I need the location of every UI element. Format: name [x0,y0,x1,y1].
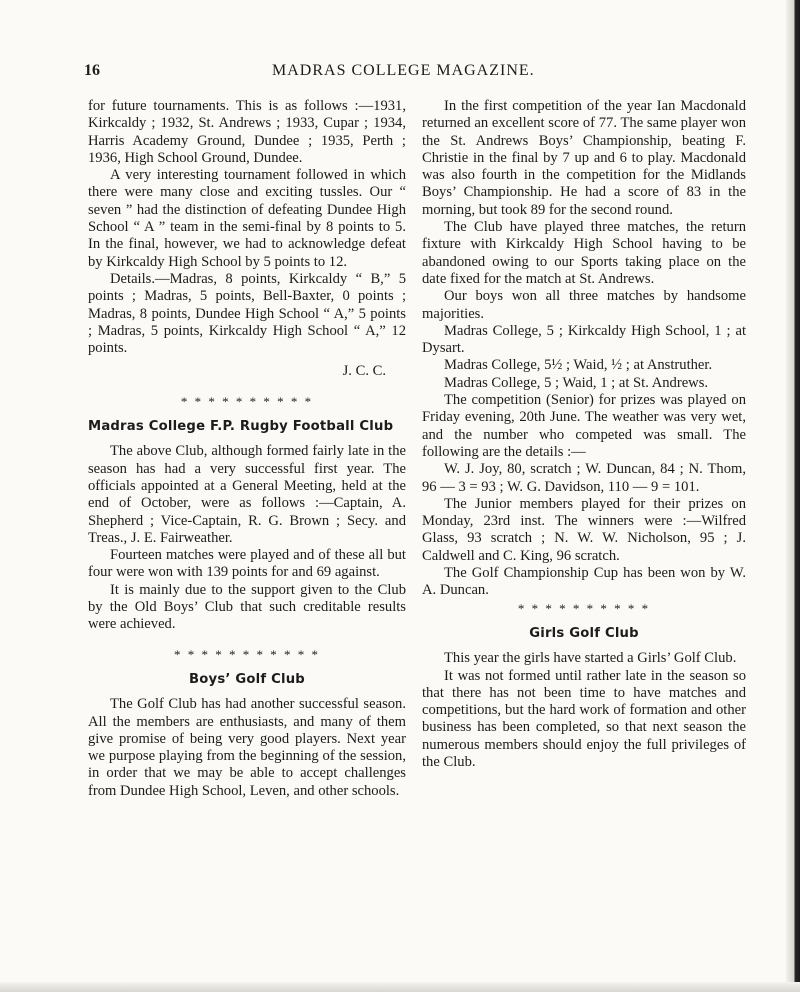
paragraph: The Golf Club has had another successful season. All the members are enthusiasts, and many of them give promise of being very good players. Next year we purpose playing from the beginning of the session, in order that we may be able to accept challenges from Dundee High School, Leven, and other schools. [88,696,406,799]
paragraph: The competition (Senior) for prizes was played on Friday evening, 20th June. The weather was very wet, and the number who competed was small. The following are the details :— [422,392,746,460]
paragraph: for future tournaments. This is as follows :—1931, Kirkcaldy ; 1932, St. Andrews ; 1933, Cupar ; 1934, Harris Academy Ground, Dundee ; 1935, Perth ; 1936, High School Ground, Dundee. [88,98,406,166]
page-bottom-edge [0,982,800,992]
page-edge [786,0,800,992]
paragraph: The Golf Championship Cup has been won by W. A. Duncan. [422,565,746,599]
paragraph: Fourteen matches were played and of these all but four were won with 139 points for and 69 against. [88,547,406,581]
paragraph: This year the girls have started a Girls’ Golf Club. [444,650,737,667]
section-divider: * * * * * * * * * * * [174,646,320,662]
signature: J. C. C. [342,363,386,380]
section-heading-rugby: Madras College F.P. Rugby Football Club [88,419,394,435]
paragraph: It was not formed until rather late in the season so that there has not been time to have matches and competitions, but the hard work of formation and other business has been completed, so that next season the numerous members should enjoy the full privileges of the Club. [422,667,746,770]
paragraph: Madras College, 5 ; Kirkcaldy High School, 1 ; at Dysart. [422,322,746,357]
right-column [422,98,746,771]
paragraph: Madras College, 5 ; Waid, 1 ; at St. Andrews. [444,374,709,391]
paragraph: W. J. Joy, 80, scratch ; W. Duncan, 84 ; N. Thom, 96 — 3 = 93 ; W. G. Davidson, 110 — 9 = 101. [422,461,746,495]
paragraph: Our boys won all three matches by handsome majorities. [422,288,746,322]
section-divider: * * * * * * * * * * [180,393,314,409]
paragraph: Madras College, 5½ ; Waid, ½ ; at Anstruther. [444,357,713,374]
section-divider: * * * * * * * * * * [517,600,651,616]
paragraph: The Club have played three matches, the return fixture with Kirkcaldy High School having to be abandoned owing to our Sports taking place on the date fixed for the match at St. Andrews. [422,219,746,287]
running-title: MADRAS COLLEGE MAGAZINE. [272,62,535,79]
left-column [88,98,406,800]
paragraph: A very interesting tournament followed in which there were many close and exciting tussles. Our “ seven ” had the distinction of defeating Dundee High School “ A ” team in the semi-final by 8 points to 5. In the final, however, we had to acknowledge defeat by Kirkcaldy High School by 5 points to 12. [88,167,406,270]
paragraph: The above Club, although formed fairly late in the season has had a very successful first year. The officials appointed at a General Meeting, held at the end of October, were as follows :—Captain, A. Shepherd ; Vice-Captain, R. G. Brown ; Secy. and Treas., J. E. Fairweather. [88,443,406,546]
section-heading-boys-golf: Boys’ Golf Club [189,671,305,687]
paragraph: Details.—Madras, 8 points, Kirkcaldy “ B,” 5 points ; Madras, 5 points, Bell-Baxter, 0 points ; Madras, 8 points, Dundee High School “ A,” 5 points ; Madras, 5 points, Kirkcaldy High School “ A,” 12 points. [88,270,406,357]
page-header [84,62,714,86]
section-heading-girls-golf: Girls Golf Club [529,625,639,641]
page-number: 16 [84,62,100,79]
paragraph: The Junior members played for their prizes on Monday, 23rd inst. The winners were :—Wilfred Glass, 93 scratch ; N. W. W. Nicholson, 95 ; J. Caldwell and C. King, 96 scratch. [422,495,746,564]
paragraph: In the first competition of the year Ian Macdonald returned an excellent score of 77. The same player won the St. Andrews Boys’ Championship, beating F. Christie in the final by 7 up and 6 to play. Macdonald was also fourth in the competition for the Midlands Boys’ Championship. He had a score of 83 in the morning, but took 89 for the second round. [422,98,746,218]
paragraph: It is mainly due to the support given to the Club by the Old Boys’ Club that such creditable results were achieved. [88,581,406,633]
